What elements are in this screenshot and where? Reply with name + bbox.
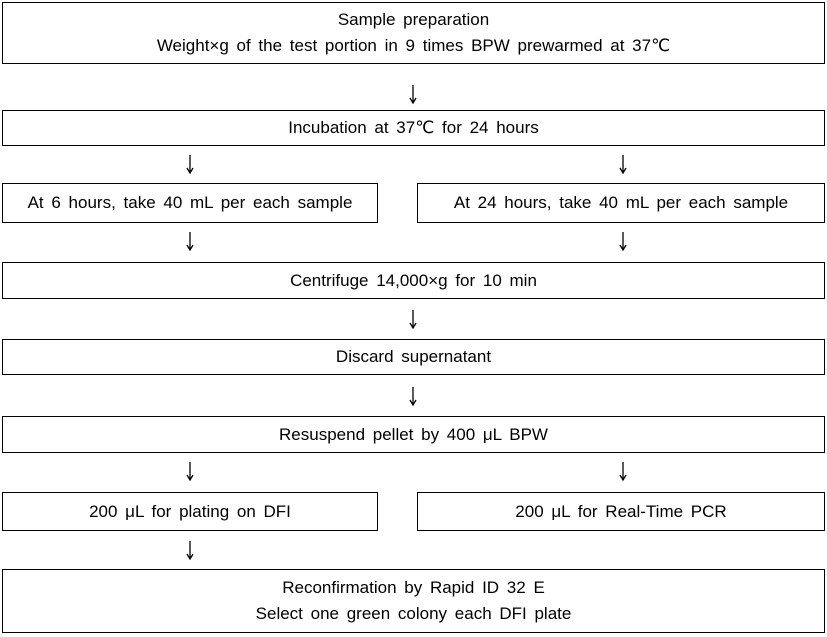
take-24h-box [417, 183, 825, 223]
arrow-down-icon [617, 462, 629, 482]
arrow-down-icon [184, 232, 196, 252]
arrow-down-icon [407, 387, 419, 407]
take-6h-box [2, 183, 378, 223]
incubation-text: Incubation at 37℃ for 24 hours [288, 118, 539, 137]
arrow-down-icon [184, 155, 196, 175]
resuspend-box [2, 416, 825, 453]
pcr-box [417, 492, 825, 531]
reconfirmation-detail: Select one green colony each DFI plate [255, 604, 572, 623]
sample-preparation-box [2, 2, 825, 64]
arrow-down-icon [184, 462, 196, 482]
arrow-down-icon [407, 310, 419, 330]
arrow-down-icon [184, 541, 196, 561]
centrifuge-box [2, 262, 825, 299]
arrow-down-icon [617, 155, 629, 175]
reconfirmation-title: Reconfirmation by Rapid ID 32 E [282, 578, 545, 597]
resuspend-text: Resuspend pellet by 400 μL BPW [279, 424, 548, 444]
plating-text: 200 μL for plating on DFI [89, 501, 291, 521]
take-6h-text: At 6 hours, take 40 mL per each sample [27, 193, 353, 212]
sample-preparation-detail: Weight×g of the test portion in 9 times BPW prewarmed at 37℃ [156, 36, 671, 55]
discard-text: Discard supernatant [335, 347, 492, 366]
discard-box [2, 339, 825, 375]
reconfirmation-box [2, 569, 825, 633]
arrow-down-icon [407, 85, 419, 105]
arrow-down-icon [617, 232, 629, 252]
take-24h-text: At 24 hours, take 40 mL per each sample [453, 193, 789, 212]
sample-preparation-title: Sample preparation [337, 10, 490, 29]
pcr-text: 200 μL for Real-Time PCR [515, 501, 727, 521]
centrifuge-text: Centrifuge 14,000×g for 10 min [290, 270, 537, 290]
plating-box [2, 492, 378, 531]
incubation-box [2, 110, 825, 146]
